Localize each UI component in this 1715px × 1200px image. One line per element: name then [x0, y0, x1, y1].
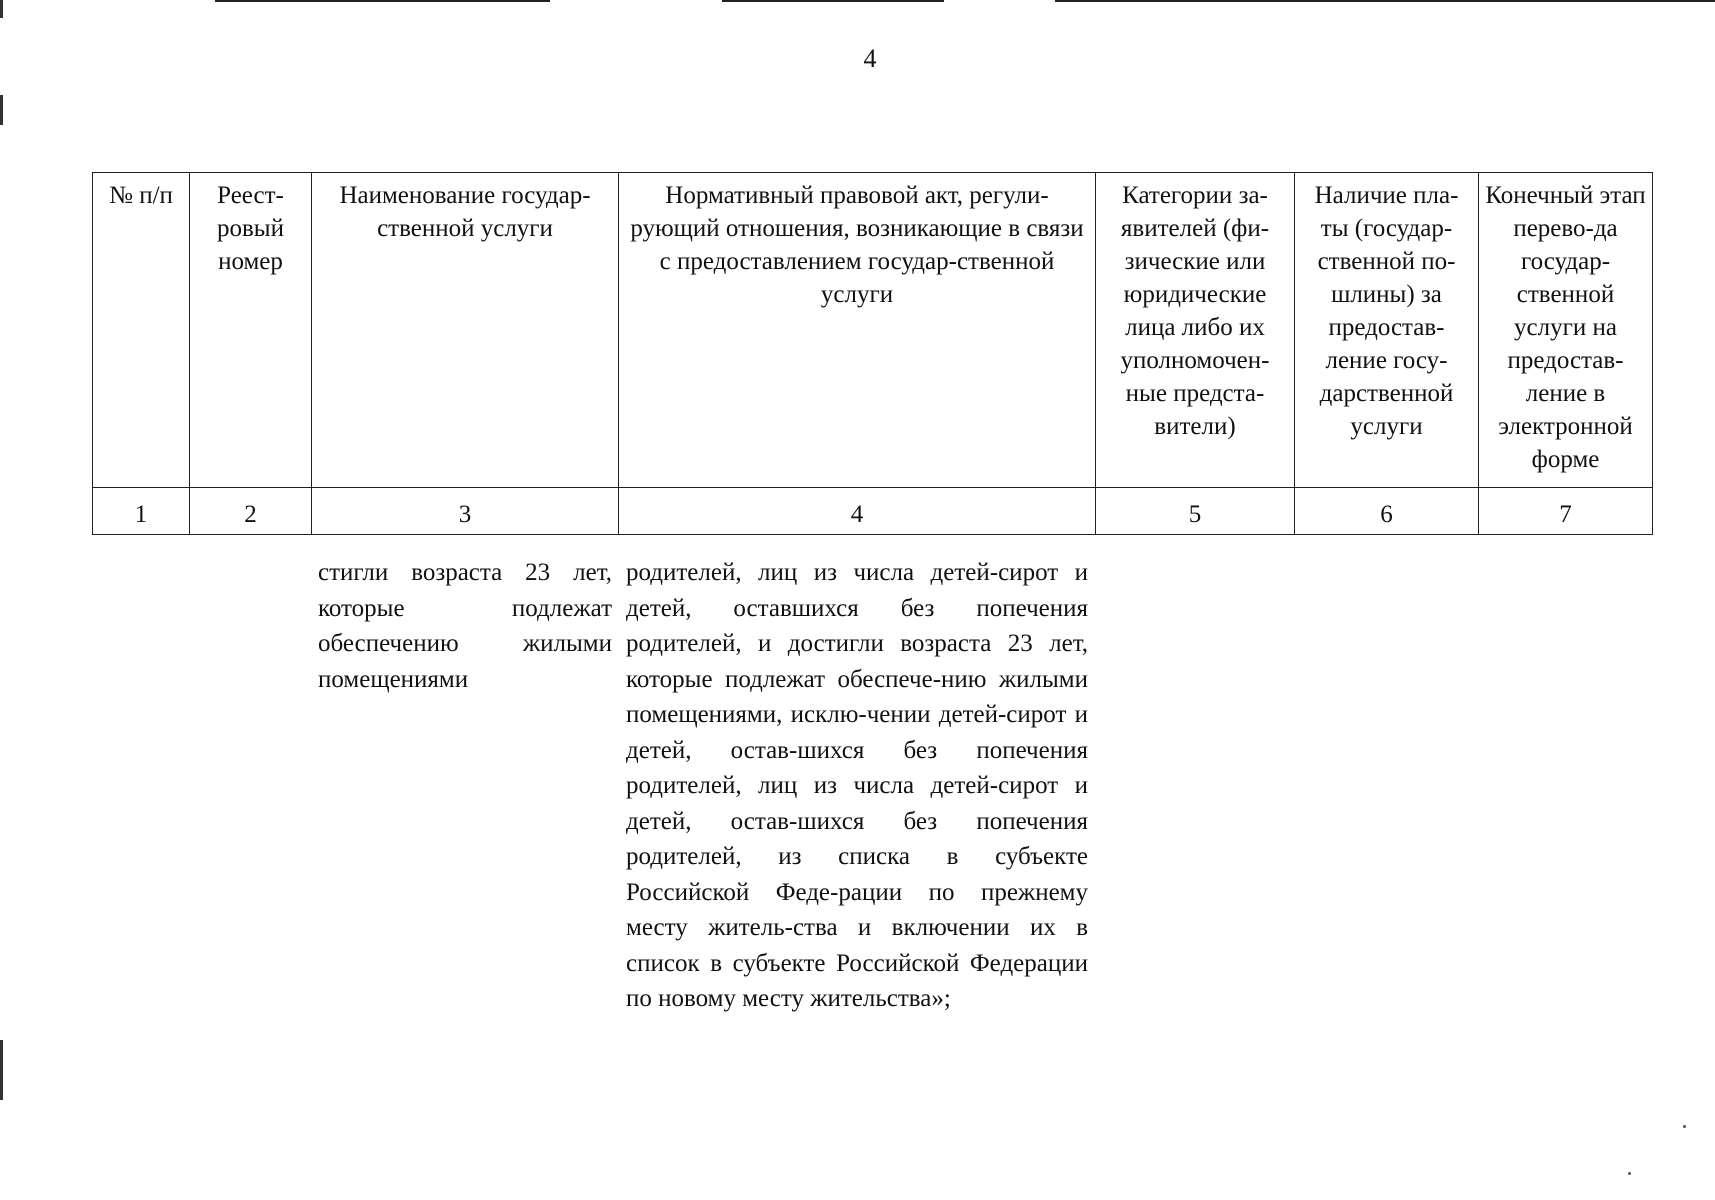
column-number: 4	[619, 488, 1096, 535]
column-number: 7	[1479, 488, 1653, 535]
scan-margin-mark	[0, 95, 3, 125]
scan-margin-mark	[0, 0, 3, 18]
continuation-service-name: стигли возраста 23 лет, которые подлежат обеспечению жилыми помещениями	[318, 559, 612, 693]
scan-edge-line	[1055, 0, 1715, 2]
scan-edge-line	[722, 0, 944, 2]
header-registry-number: Реест-ровый номер	[190, 173, 312, 488]
column-number: 2	[190, 488, 312, 535]
page-number: 4	[863, 44, 877, 73]
scan-speck	[1628, 1172, 1631, 1175]
header-fee: Наличие пла-ты (государ-ственной по-шлины) за предостав-ление госу-дарственной услуги	[1295, 173, 1479, 488]
continuation-legal-act: родителей, лиц из числа детей-сирот и детей, оставшихся без попечения родителей, и достигли возраста 23 лет, которые подлежат обеспече-нию жилыми помещениями, исклю-чении детей-сирот и детей, остав-шихся без попечения родителей, лиц из числа детей-сирот и детей, остав-шихся без попечения родителей, из списка в субъекте Российской Феде-рации по прежнему месту житель-ства и включении их в список в субъекте Российской Федерации по новому месту жительства»;	[626, 559, 1088, 1012]
column-number: 5	[1096, 488, 1295, 535]
header-applicant-categories: Категории за-явителей (фи-зические или юридические лица либо их уполномочен-ные предста-вители)	[1096, 173, 1295, 488]
column-number-row	[93, 488, 1653, 535]
scan-edge-line	[215, 0, 550, 2]
header-number: № п/п	[93, 173, 190, 488]
table-header-row	[93, 173, 1653, 488]
column-number: 6	[1295, 488, 1479, 535]
column-number: 3	[312, 488, 619, 535]
column-number: 1	[93, 488, 190, 535]
services-table-header	[92, 172, 1653, 535]
header-final-stage: Конечный этап перево-да государ-ственной услуги на предостав-ление в электронной форме	[1479, 173, 1653, 488]
header-legal-act: Нормативный правовой акт, регули-рующий отношения, возникающие в связи с предоставлением государ-ственной услуги	[619, 173, 1096, 488]
scan-margin-mark	[0, 1040, 3, 1100]
header-service-name: Наименование государ-ственной услуги	[312, 173, 619, 488]
scan-speck	[1683, 1125, 1686, 1128]
